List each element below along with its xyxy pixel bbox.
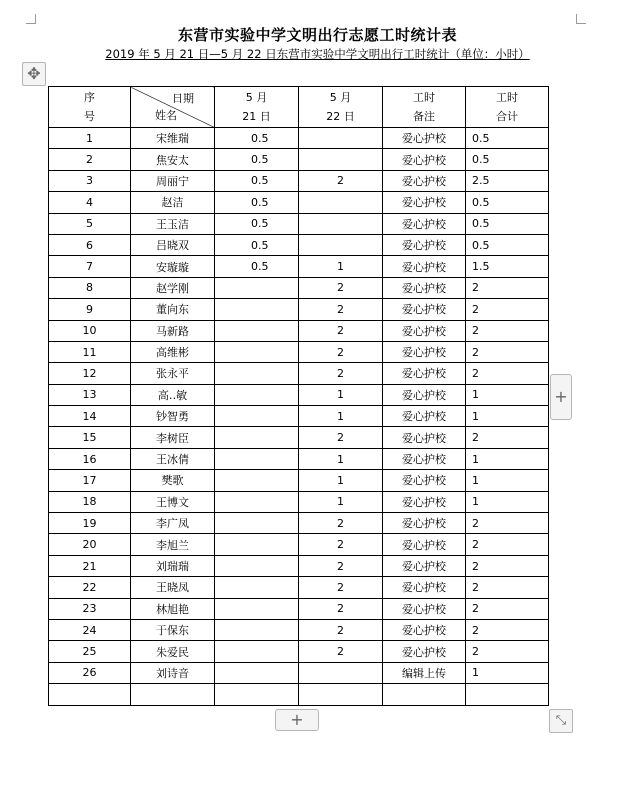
cell-total: 0.5 [466, 149, 549, 170]
cell-total: 2 [466, 299, 549, 320]
cell-seq: 19 [49, 513, 131, 534]
table-row [49, 170, 549, 191]
cell-may21 [215, 470, 299, 491]
cell-seq: 1 [49, 128, 131, 149]
cell-name: 朱爱民 [131, 641, 215, 662]
cell-may21 [215, 299, 299, 320]
cell-total: 1.5 [466, 256, 549, 277]
cell-total: 0.5 [466, 213, 549, 234]
cell-note: 爱心护校 [383, 448, 466, 469]
cell-may22: 1 [299, 406, 383, 427]
header-diagonal-cell [131, 87, 215, 128]
cell-note: 爱心护校 [383, 406, 466, 427]
cell-seq: 20 [49, 534, 131, 555]
cell-seq: 23 [49, 598, 131, 619]
cell-seq: 7 [49, 256, 131, 277]
cell-note: 爱心护校 [383, 491, 466, 512]
cell-seq: 11 [49, 341, 131, 362]
cell-may21 [215, 277, 299, 298]
cell-total [466, 684, 549, 705]
cell-note: 爱心护校 [383, 555, 466, 576]
cell-total: 2 [466, 534, 549, 555]
cell-may21: 0.5 [215, 256, 299, 277]
table-row [49, 320, 549, 341]
table-row [49, 534, 549, 555]
cell-seq: 13 [49, 384, 131, 405]
move-icon: ✥ [27, 64, 41, 83]
table-row [49, 384, 549, 405]
cell-may21: 0.5 [215, 192, 299, 213]
cell-name: 董向东 [131, 299, 215, 320]
cell-may21: 0.5 [215, 213, 299, 234]
cell-may21 [215, 448, 299, 469]
plus-icon: + [554, 387, 568, 406]
cell-seq: 8 [49, 277, 131, 298]
cell-may22: 2 [299, 299, 383, 320]
cell-note: 爱心护校 [383, 277, 466, 298]
table-row [49, 448, 549, 469]
cell-may22: 1 [299, 384, 383, 405]
table-row [49, 641, 549, 662]
cell-note: 爱心护校 [383, 598, 466, 619]
table-row [49, 598, 549, 619]
cell-name: 林旭艳 [131, 598, 215, 619]
cell-note [383, 684, 466, 705]
cell-seq: 6 [49, 234, 131, 255]
cell-seq: 18 [49, 491, 131, 512]
cell-total: 2 [466, 513, 549, 534]
cell-may21: 0.5 [215, 128, 299, 149]
cell-note: 爱心护校 [383, 470, 466, 491]
cell-name: 安璇璇 [131, 256, 215, 277]
cell-total: 2 [466, 641, 549, 662]
cell-name: 马新路 [131, 320, 215, 341]
cell-may22: 2 [299, 363, 383, 384]
cell-seq: 2 [49, 149, 131, 170]
cell-seq: 3 [49, 170, 131, 191]
plus-icon: + [290, 710, 304, 729]
table-row [49, 341, 549, 362]
cell-may22: 2 [299, 555, 383, 576]
cell-may21 [215, 577, 299, 598]
cell-may21 [215, 406, 299, 427]
cell-name: 高维彬 [131, 341, 215, 362]
cell-may22: 2 [299, 170, 383, 191]
header-may22: 5 月 22 日 [299, 87, 383, 128]
cell-name: 钞智勇 [131, 406, 215, 427]
cell-total: 2 [466, 427, 549, 448]
cell-seq: 5 [49, 213, 131, 234]
cell-seq [49, 684, 131, 705]
document-subtitle: 2019 年 5 月 21 日—5 月 22 日东营市实验中学文明出行工时统计（单位：小时） [105, 47, 530, 61]
cell-note: 爱心护校 [383, 192, 466, 213]
cell-name: 李树臣 [131, 427, 215, 448]
cell-may21 [215, 641, 299, 662]
cell-may22: 2 [299, 277, 383, 298]
cell-may21 [215, 598, 299, 619]
add-row-button[interactable] [275, 709, 319, 731]
cell-may21 [215, 662, 299, 683]
cell-note: 爱心护校 [383, 320, 466, 341]
cell-note: 爱心护校 [383, 149, 466, 170]
cell-name: 王冰倩 [131, 448, 215, 469]
table-row [49, 299, 549, 320]
cell-note: 爱心护校 [383, 534, 466, 555]
cell-may22: 2 [299, 427, 383, 448]
cell-seq: 14 [49, 406, 131, 427]
cell-name: 李旭兰 [131, 534, 215, 555]
cell-may22: 2 [299, 320, 383, 341]
cell-may22: 2 [299, 534, 383, 555]
cell-total: 1 [466, 448, 549, 469]
table-row [49, 577, 549, 598]
cell-seq: 26 [49, 662, 131, 683]
header-seq: 序 号 [49, 87, 131, 128]
table-move-handle[interactable] [22, 62, 46, 86]
table-row [49, 513, 549, 534]
cell-name: 赵学刚 [131, 277, 215, 298]
cell-name: 高‥敏 [131, 384, 215, 405]
cell-total: 2 [466, 598, 549, 619]
cell-name: 王博文 [131, 491, 215, 512]
cell-total: 1 [466, 491, 549, 512]
cell-may21 [215, 684, 299, 705]
cell-may22: 1 [299, 470, 383, 491]
header-name-label: 姓名 [155, 109, 177, 122]
cell-total: 2 [466, 577, 549, 598]
cell-note: 爱心护校 [383, 213, 466, 234]
cell-seq: 24 [49, 619, 131, 640]
page-corner-mark [26, 14, 36, 24]
cell-may22: 2 [299, 341, 383, 362]
cell-total: 2.5 [466, 170, 549, 191]
cell-may22: 1 [299, 256, 383, 277]
cell-seq: 12 [49, 363, 131, 384]
cell-total: 2 [466, 277, 549, 298]
cell-name: 于保东 [131, 619, 215, 640]
table-row [49, 277, 549, 298]
cell-note: 爱心护校 [383, 384, 466, 405]
cell-may22 [299, 213, 383, 234]
cell-name: 赵洁 [131, 192, 215, 213]
cell-may21 [215, 619, 299, 640]
cell-may22 [299, 234, 383, 255]
cell-total: 2 [466, 320, 549, 341]
header-note: 工时 备注 [383, 87, 466, 128]
cell-note: 爱心护校 [383, 234, 466, 255]
table-row [49, 406, 549, 427]
cell-total: 0.5 [466, 128, 549, 149]
cell-total: 2 [466, 363, 549, 384]
cell-note: 爱心护校 [383, 341, 466, 362]
cell-name: 王晓凤 [131, 577, 215, 598]
cell-note: 爱心护校 [383, 641, 466, 662]
cell-name: 王玉洁 [131, 213, 215, 234]
table-row [49, 555, 549, 576]
table-row [49, 684, 549, 705]
cell-may21 [215, 513, 299, 534]
table-row [49, 256, 549, 277]
table-row [49, 427, 549, 448]
cell-may21: 0.5 [215, 234, 299, 255]
cell-total: 1 [466, 470, 549, 491]
document-title: 东营市实验中学文明出行志愿工时统计表 [177, 26, 457, 44]
cell-may21 [215, 384, 299, 405]
cell-note: 爱心护校 [383, 427, 466, 448]
cell-may21: 0.5 [215, 170, 299, 191]
cell-note: 爱心护校 [383, 619, 466, 640]
cell-name: 李广凤 [131, 513, 215, 534]
table-row [49, 363, 549, 384]
cell-note: 爱心护校 [383, 256, 466, 277]
cell-may22: 1 [299, 448, 383, 469]
cell-may22 [299, 192, 383, 213]
cell-may21 [215, 555, 299, 576]
table-row [49, 192, 549, 213]
resize-icon: ⤡ [555, 713, 567, 728]
cell-seq: 9 [49, 299, 131, 320]
cell-total: 1 [466, 662, 549, 683]
table-row [49, 491, 549, 512]
cell-may22: 2 [299, 513, 383, 534]
table-row [49, 234, 549, 255]
table-row [49, 470, 549, 491]
cell-may22: 2 [299, 619, 383, 640]
cell-note: 爱心护校 [383, 513, 466, 534]
table-resize-handle[interactable] [549, 709, 573, 733]
cell-name: 刘诗音 [131, 662, 215, 683]
cell-may22: 2 [299, 577, 383, 598]
cell-may21 [215, 341, 299, 362]
cell-total: 2 [466, 341, 549, 362]
table-row [49, 662, 549, 683]
cell-may22: 1 [299, 491, 383, 512]
cell-name [131, 684, 215, 705]
header-may21: 5 月 21 日 [215, 87, 299, 128]
cell-may22: 2 [299, 598, 383, 619]
cell-note: 爱心护校 [383, 363, 466, 384]
cell-may22 [299, 149, 383, 170]
cell-name: 张永平 [131, 363, 215, 384]
cell-seq: 22 [49, 577, 131, 598]
cell-name: 焦安太 [131, 149, 215, 170]
cell-name: 周丽宁 [131, 170, 215, 191]
header-total: 工时 合计 [466, 87, 549, 128]
cell-seq: 21 [49, 555, 131, 576]
cell-may21 [215, 491, 299, 512]
cell-note: 编辑上传 [383, 662, 466, 683]
cell-may21 [215, 427, 299, 448]
cell-may22: 2 [299, 641, 383, 662]
cell-name: 樊歌 [131, 470, 215, 491]
cell-may22 [299, 128, 383, 149]
table-header-row [49, 87, 549, 128]
table-row [49, 128, 549, 149]
cell-total: 1 [466, 384, 549, 405]
cell-name: 宋维瑞 [131, 128, 215, 149]
cell-name: 吕晓双 [131, 234, 215, 255]
cell-note: 爱心护校 [383, 170, 466, 191]
add-column-button[interactable] [550, 374, 572, 420]
cell-total: 2 [466, 619, 549, 640]
cell-note: 爱心护校 [383, 577, 466, 598]
cell-may21 [215, 363, 299, 384]
cell-note: 爱心护校 [383, 299, 466, 320]
cell-may22 [299, 662, 383, 683]
cell-seq: 16 [49, 448, 131, 469]
cell-seq: 25 [49, 641, 131, 662]
header-date-label: 日期 [172, 92, 194, 105]
cell-may22 [299, 684, 383, 705]
cell-may21: 0.5 [215, 149, 299, 170]
cell-total: 0.5 [466, 234, 549, 255]
table-row [49, 213, 549, 234]
page-corner-mark [576, 14, 586, 24]
worktime-table [48, 86, 549, 706]
cell-may21 [215, 534, 299, 555]
table-row [49, 619, 549, 640]
cell-seq: 4 [49, 192, 131, 213]
cell-name: 刘瑞瑞 [131, 555, 215, 576]
cell-total: 0.5 [466, 192, 549, 213]
cell-seq: 10 [49, 320, 131, 341]
cell-total: 2 [466, 555, 549, 576]
cell-seq: 17 [49, 470, 131, 491]
table-row [49, 149, 549, 170]
cell-may21 [215, 320, 299, 341]
cell-note: 爱心护校 [383, 128, 466, 149]
cell-seq: 15 [49, 427, 131, 448]
cell-total: 1 [466, 406, 549, 427]
